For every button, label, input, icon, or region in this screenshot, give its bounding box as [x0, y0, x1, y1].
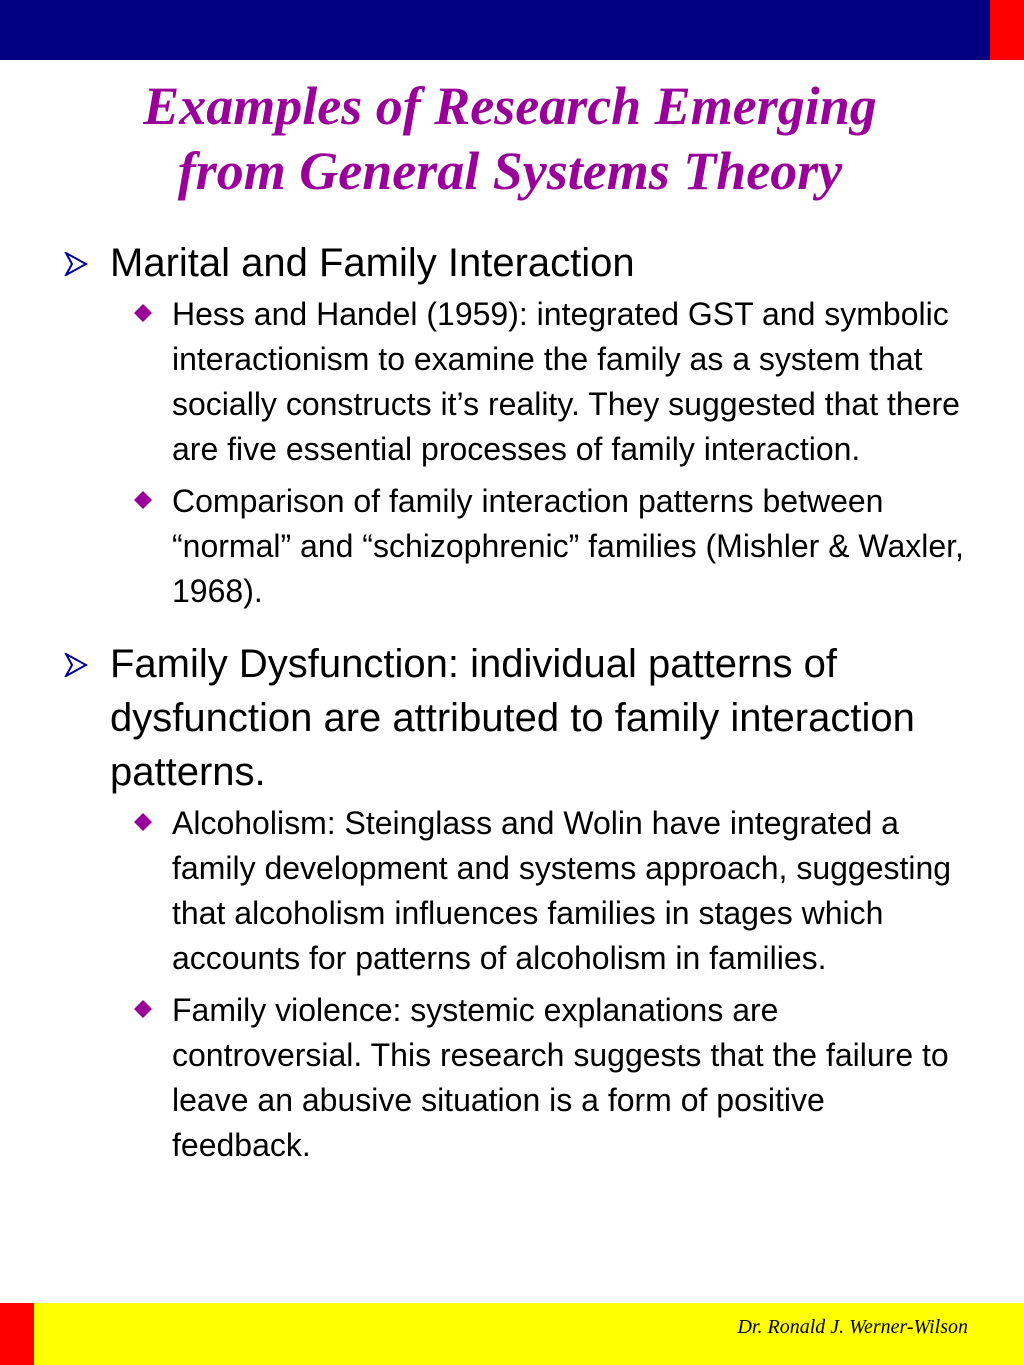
bullet-text: Marital and Family Interaction — [110, 241, 635, 285]
footer-author-credit: Dr. Ronald J. Werner-Wilson — [737, 1316, 968, 1338]
diamond-bullet-icon — [134, 1000, 152, 1018]
bullet-text: Family Dysfunction: individual patterns of dysfunction are attributed to family interaction patterns. — [110, 642, 915, 794]
sub-bullet-family-violence — [126, 988, 964, 1168]
sub-bullet-alcoholism — [126, 801, 964, 981]
diamond-bullet-icon — [134, 813, 152, 831]
slide-title-line-1: Examples of Research Emerging — [143, 76, 877, 136]
sub-bullet-list — [126, 292, 964, 631]
bottom-accent-block — [0, 1303, 34, 1365]
sub-bullet-hess-handel — [126, 292, 964, 472]
bullet-marital-family-interaction — [64, 236, 964, 631]
diamond-bullet-icon — [134, 304, 152, 322]
sub-bullet-text: Alcoholism: Steinglass and Wolin have integrated a family development and systems approach, suggesting that alcoholism influences families in stages which accounts for patterns of alcoholism in families. — [172, 805, 952, 976]
slide-body — [64, 236, 964, 1185]
sub-bullet-list — [126, 801, 964, 1185]
sub-bullet-text: Family violence: systemic explanations are controversial. This research suggests that the failure to leave an abusive situation is a form of positive feedback. — [172, 992, 949, 1163]
bullet-family-dysfunction — [64, 637, 964, 1185]
sub-bullet-text: Hess and Handel (1959): integrated GST and symbolic interactionism to examine the family as a system that socially constructs it’s reality. They suggested that there are five essential processes of family interaction. — [172, 296, 960, 467]
slide-title-line-2: from General Systems Theory — [177, 141, 843, 201]
arrowhead-bullet-icon — [64, 653, 88, 677]
top-banner-bar — [0, 0, 990, 60]
sub-bullet-comparison-patterns — [126, 479, 964, 614]
sub-bullet-text: Comparison of family interaction patterns between “normal” and “schizophrenic” families (Mishler & Waxler, 1968). — [172, 483, 964, 609]
arrowhead-bullet-icon — [64, 252, 88, 276]
slide-title — [30, 74, 990, 204]
diamond-bullet-icon — [134, 491, 152, 509]
top-accent-block — [990, 0, 1024, 60]
